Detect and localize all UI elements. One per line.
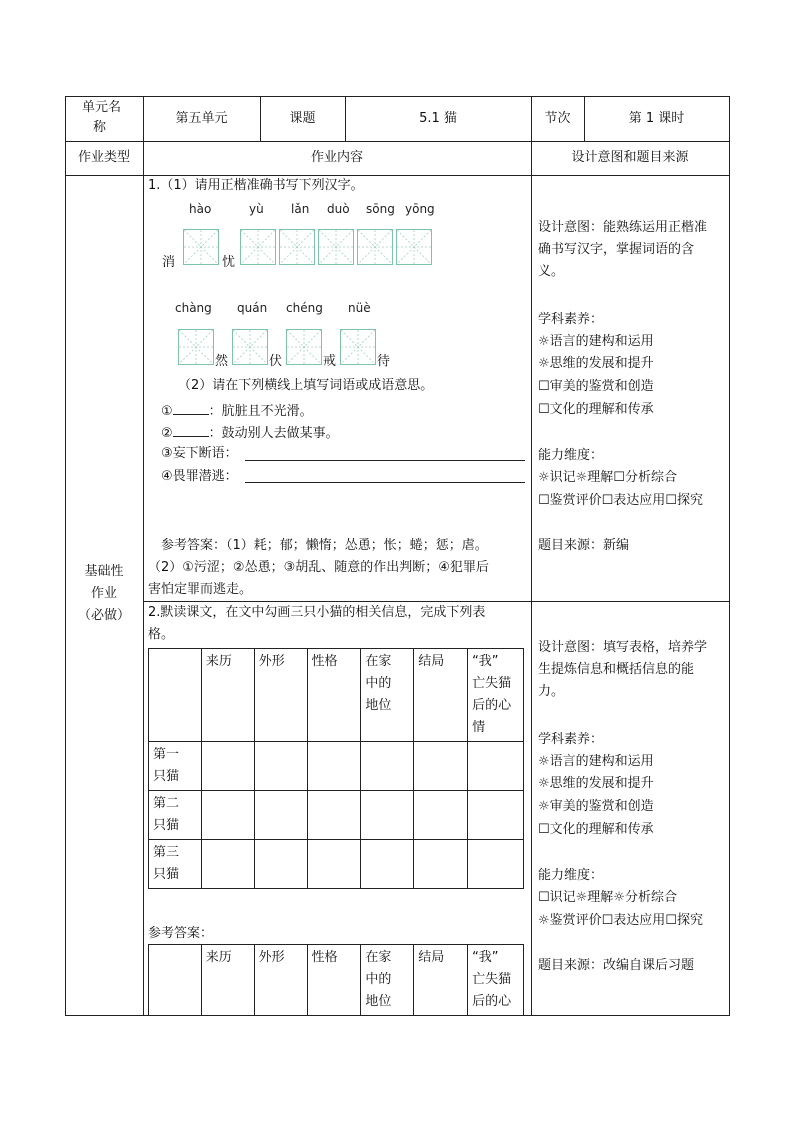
fill-cell[interactable] bbox=[361, 840, 414, 889]
fill-blank[interactable] bbox=[173, 400, 209, 415]
grid-guide bbox=[241, 230, 275, 264]
fill-cell[interactable] bbox=[254, 742, 307, 791]
q1-source: 题目来源：新编 bbox=[538, 538, 630, 553]
pinyin: quán bbox=[237, 301, 268, 315]
header-line: 在家 bbox=[365, 950, 392, 965]
unit-label-line1: 单元名 bbox=[82, 100, 122, 115]
char-ran: 然 bbox=[215, 354, 229, 369]
header-line: 中的 bbox=[365, 972, 392, 987]
table-header-cell: 结局 bbox=[414, 649, 468, 742]
fill-cell[interactable] bbox=[414, 791, 468, 840]
fill-cell[interactable] bbox=[361, 742, 414, 791]
pinyin: chéng bbox=[286, 301, 323, 315]
pinyin: lǎn bbox=[291, 202, 310, 216]
q2-answer-table bbox=[148, 944, 524, 1016]
grid-guide bbox=[341, 330, 375, 364]
pinyin: chàng bbox=[175, 301, 212, 315]
q1-ability-title: 能力维度： bbox=[538, 448, 604, 463]
item-text: ：鼓动别人去做某事。 bbox=[208, 426, 339, 441]
fill-cell[interactable] bbox=[307, 742, 361, 791]
pinyin: yōng bbox=[405, 202, 435, 216]
table-row bbox=[149, 840, 524, 889]
q2-literacy-title: 学科素养： bbox=[538, 732, 604, 747]
header-line: 后的心 bbox=[472, 994, 512, 1009]
header-line: “我” bbox=[472, 654, 499, 669]
q2-literacy-item: ☼语言的建构和运用 bbox=[538, 754, 654, 769]
grid-guide bbox=[184, 230, 218, 264]
fill-cell[interactable] bbox=[414, 742, 468, 791]
fill-cell[interactable] bbox=[468, 791, 524, 840]
q1-intent-line3: 义。 bbox=[538, 264, 565, 279]
header-line: 地位 bbox=[365, 698, 392, 713]
q2-ability-line1: ☐识记☼理解☼分析综合 bbox=[538, 890, 677, 905]
q1-literacy-item: ☼语言的建构和运用 bbox=[538, 334, 654, 349]
q1-item3: ③妄下断语： bbox=[161, 446, 238, 461]
fill-cell[interactable] bbox=[468, 742, 524, 791]
char-you: 忧 bbox=[222, 255, 236, 270]
table-header-cell: 外形 bbox=[254, 649, 307, 742]
header-line: 亡失猫 bbox=[472, 676, 512, 691]
q1-answer-line2: （2）①污涩；②怂恿；③胡乱、随意的作出判断；④犯罪后 bbox=[148, 560, 489, 575]
q1-literacy-item: ☼思维的发展和提升 bbox=[538, 356, 654, 371]
fill-cell[interactable] bbox=[307, 840, 361, 889]
q1-literacy-item: ☐文化的理解和传承 bbox=[538, 402, 654, 417]
q2-source: 题目来源：改编自课后习题 bbox=[538, 958, 695, 973]
col-type: 作业类型 bbox=[77, 150, 130, 165]
table-header-cell bbox=[468, 945, 524, 1017]
char-dai: 待 bbox=[377, 354, 391, 369]
row-label: 第三 只猫 bbox=[149, 840, 202, 889]
type-line1: 基础性 bbox=[84, 564, 124, 579]
grid-guide bbox=[397, 230, 431, 264]
fill-cell[interactable] bbox=[254, 840, 307, 889]
grid-guide bbox=[233, 330, 267, 364]
table-header-cell bbox=[149, 649, 202, 742]
table-row bbox=[149, 742, 524, 791]
q1-literacy-item: ☐审美的鉴赏和创造 bbox=[538, 379, 654, 394]
header-line: “我” bbox=[472, 950, 499, 965]
header-line: 地位 bbox=[365, 994, 392, 1009]
q2-literacy-item: ☼思维的发展和提升 bbox=[538, 776, 654, 791]
topic-value: 5.1 猫 bbox=[419, 111, 457, 126]
fill-cell[interactable] bbox=[468, 840, 524, 889]
writing-grid-box[interactable] bbox=[240, 229, 276, 265]
grid-guide bbox=[287, 330, 321, 364]
unit-label-line2: 称 bbox=[93, 120, 107, 135]
char-fu: 伏 bbox=[269, 354, 283, 369]
writing-grid-box[interactable] bbox=[232, 329, 268, 365]
header-line: 在家 bbox=[365, 654, 392, 669]
q2-intent-line3: 力。 bbox=[538, 684, 565, 699]
table-header-cell: 来历 bbox=[201, 649, 254, 742]
header-line: 情 bbox=[472, 720, 486, 735]
pinyin: sōng bbox=[366, 202, 395, 216]
pinyin: hào bbox=[189, 202, 212, 216]
fill-cell[interactable] bbox=[254, 791, 307, 840]
type-line3: （必做） bbox=[77, 608, 130, 623]
fill-cell[interactable] bbox=[201, 840, 254, 889]
table-header-cell: 性格 bbox=[307, 649, 361, 742]
table-header-cell bbox=[361, 649, 414, 742]
pinyin: yù bbox=[249, 202, 264, 216]
col-design: 设计意图和题目来源 bbox=[571, 150, 689, 165]
writing-grid-box[interactable] bbox=[286, 329, 322, 365]
q1-item1 bbox=[161, 400, 313, 421]
header-line: 后的心 bbox=[472, 698, 512, 713]
pinyin: nüè bbox=[348, 301, 371, 315]
char-jie: 戒 bbox=[323, 354, 337, 369]
q1-answer-line1: 参考答案：（1）耗；郁；懒惰；怂恿；怅；蜷；惩；虐。 bbox=[161, 538, 488, 553]
q2-fill-table bbox=[148, 648, 524, 889]
q2-ability-line2: ☼鉴赏评价☐表达应用☐探究 bbox=[538, 913, 703, 928]
table-row bbox=[149, 791, 524, 840]
item-number: ① bbox=[161, 404, 173, 419]
grid-guide bbox=[319, 230, 353, 264]
section-label: 节次 bbox=[544, 111, 571, 126]
unit-value: 第五单元 bbox=[175, 111, 228, 126]
pinyin: duò bbox=[327, 202, 350, 216]
fill-blank[interactable] bbox=[173, 422, 209, 437]
header-line: 中的 bbox=[365, 676, 392, 691]
q1-literacy-title: 学科素养： bbox=[538, 312, 604, 327]
q2-ability-title: 能力维度： bbox=[538, 868, 604, 883]
fill-cell[interactable] bbox=[201, 791, 254, 840]
q1-title: 1.（1）请用正楷准确书写下列汉字。 bbox=[148, 178, 364, 193]
q1-item4: ④畏罪潜逃： bbox=[161, 469, 238, 484]
q2-title-line1: 2.默读课文，在文中勾画三只小猫的相关信息，完成下列表 bbox=[148, 605, 486, 620]
q2-answer-label: 参考答案： bbox=[148, 926, 214, 941]
topic-label: 课题 bbox=[289, 111, 316, 126]
fill-cell[interactable] bbox=[201, 742, 254, 791]
writing-grid-box[interactable] bbox=[183, 229, 219, 265]
q1-sub2: （2）请在下列横线上填写词语或成语意思。 bbox=[178, 378, 434, 393]
q2-answer-table-clip bbox=[148, 944, 526, 1016]
q1-intent-line1: 设计意图：能熟练运用正楷准 bbox=[538, 220, 708, 235]
table-header-cell bbox=[468, 649, 524, 742]
fill-cell[interactable] bbox=[361, 791, 414, 840]
q1-ability-line2: ☐鉴赏评价☐表达应用☐探究 bbox=[538, 493, 703, 508]
section-value: 第 1 课时 bbox=[628, 111, 685, 126]
grid-guide bbox=[280, 230, 314, 264]
table-header-cell: 外形 bbox=[254, 945, 307, 1017]
writing-grid-box[interactable] bbox=[279, 229, 315, 265]
q2-literacy-item: ☐文化的理解和传承 bbox=[538, 822, 654, 837]
row-label: 第二 只猫 bbox=[149, 791, 202, 840]
fill-line[interactable] bbox=[245, 482, 525, 483]
table-header-cell bbox=[149, 945, 202, 1017]
writing-grid-box[interactable] bbox=[178, 329, 214, 365]
writing-grid-box[interactable] bbox=[396, 229, 432, 265]
grid-guide bbox=[358, 230, 392, 264]
row-label: 第一 只猫 bbox=[149, 742, 202, 791]
fill-line[interactable] bbox=[245, 460, 525, 461]
fill-cell[interactable] bbox=[307, 791, 361, 840]
grid-guide bbox=[179, 330, 213, 364]
q2-intent-line1: 设计意图：填写表格，培养学 bbox=[538, 640, 708, 655]
q1-ability-line1: ☼识记☼理解☐分析综合 bbox=[538, 470, 677, 485]
fill-cell[interactable] bbox=[414, 840, 468, 889]
table-header-cell bbox=[361, 945, 414, 1017]
type-line2: 作业 bbox=[90, 586, 117, 601]
table-header-cell: 结局 bbox=[414, 945, 468, 1017]
table-header-cell: 性格 bbox=[307, 945, 361, 1017]
q1-intent-line2: 确书写汉字，掌握词语的含 bbox=[538, 242, 695, 257]
writing-grid-box[interactable] bbox=[357, 229, 393, 265]
col-content: 作业内容 bbox=[310, 150, 363, 165]
writing-grid-box[interactable] bbox=[340, 329, 376, 365]
writing-grid-box[interactable] bbox=[318, 229, 354, 265]
char-xiao: 消 bbox=[162, 255, 176, 270]
q2-title-line2: 格。 bbox=[148, 627, 175, 642]
item-number: ② bbox=[161, 426, 173, 441]
q1-item2 bbox=[161, 422, 339, 443]
q1-answer-line3: 害怕定罪而逃走。 bbox=[148, 582, 253, 597]
q2-intent-line2: 生提炼信息和概括信息的能 bbox=[538, 662, 695, 677]
header-line: 亡失猫 bbox=[472, 972, 512, 987]
item-text: ：肮脏且不光滑。 bbox=[208, 404, 313, 419]
table-header-cell: 来历 bbox=[201, 945, 254, 1017]
q2-literacy-item: ☼审美的鉴赏和创造 bbox=[538, 799, 654, 814]
